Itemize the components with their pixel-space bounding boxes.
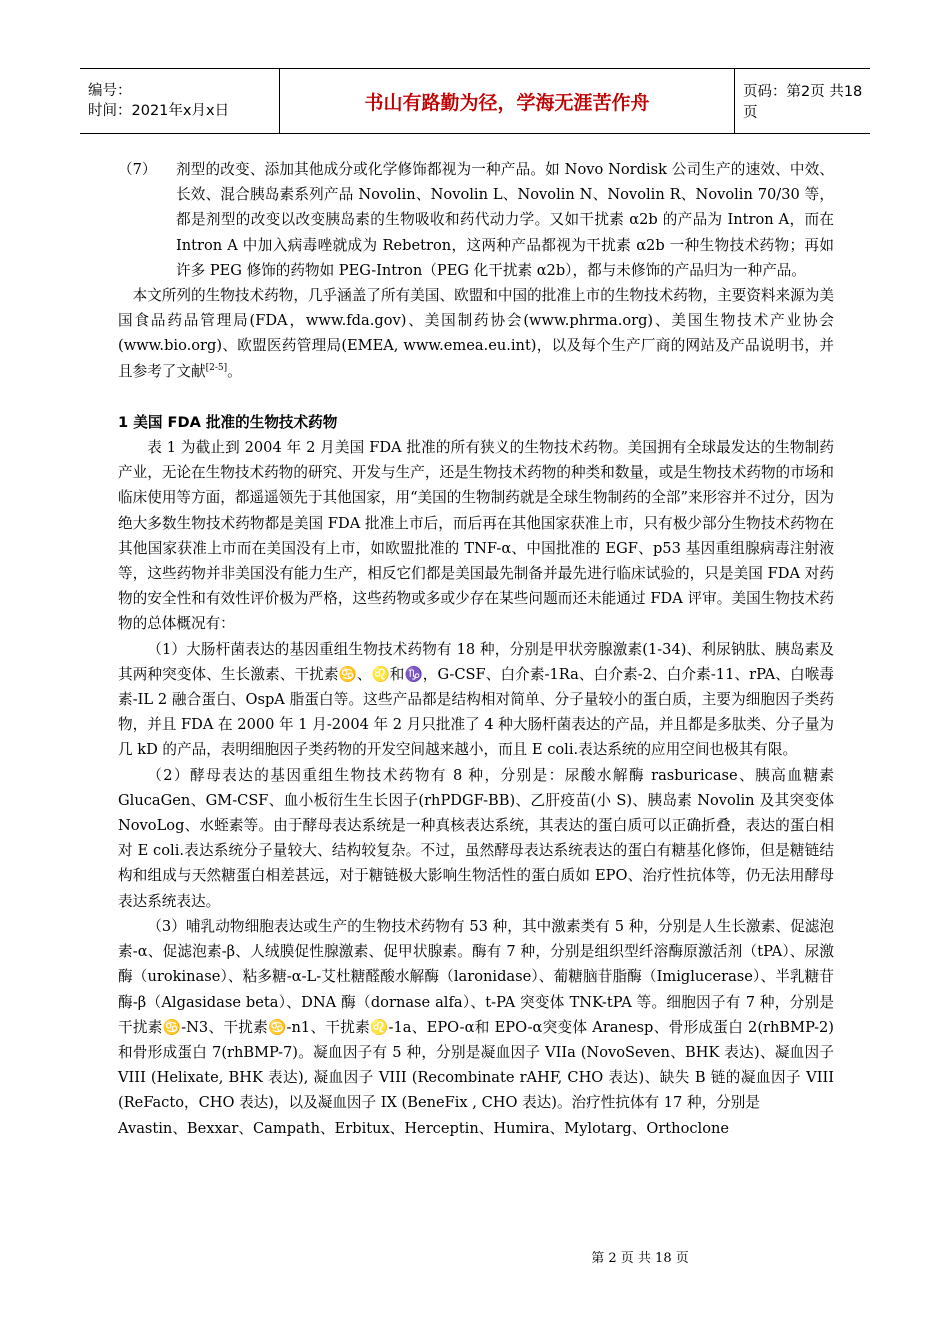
- paragraph-3: （2）酵母表达的基因重组生物技术药物有 8 种，分别是：尿酸水解酶 rasburicase、胰高血糖素 GlucaGen、GM-CSF、血小板衍生生长因子(rhPDGF-BB)、乙肝疫苗(小 S)、胰岛素 Novolin 及其突变体 NovoLog、水蛭素等。由于酵母表达系统是一种真核表达系统，其表达的蛋白质可以正确折叠，表达的蛋白相对 E coli.表达系统分子量较大、结构较复杂。不过，虽然酵母表达系统表达的蛋白有糖基化修饰，但是糖链结构和组成与天然糖蛋白相差甚远，对于糖链极大影响生物活性的蛋白质如 EPO、治疗性抗体等，仍无法用酵母表达系统表达。: [118, 766, 834, 910]
- page-footer: 第 2 页 共 18 页: [591, 1251, 689, 1266]
- page-header: [80, 68, 870, 134]
- reference-mark: [2-5]: [205, 362, 228, 373]
- paragraph-4: （3）哺乳动物细胞表达或生产的生物技术药物有 53 种，其中激素类有 5 种，分别是人生长激素、促滤泡素-α、促滤泡素-β、人绒膜促性腺激素、促甲状腺素。酶有 7 种，分别是组织型纤溶酶原激活剂（tPA）、尿激酶（urokinase）、粘多糖-α-L-艾杜糖醛酸水解酶（laronidase）、葡糖脑苷脂酶（Imiglucerase）、半乳糖苷酶-β（Algasidase beta）、DNA 酶（dornase alfa）、t-PA 突变体 TNK-tPA 等。细胞因子有 7 种，分别是干扰素♋-N3、干扰素♋-n1、干扰素♌-1a、EPO-α和 EPO-α突变体 Aranesp、骨形成蛋白 2(rhBMP-2)和骨形成蛋白 7(rhBMP-7)。凝血因子有 5 种，分别是凝血因子 VIIa (NovoSeven、BHK 表达)、凝血因子 VIII (Helixate, BHK 表达), 凝血因子 VIII (Recombinate rAHF, CHO 表达)、缺失 B 链的凝血因子 VIII (ReFacto，CHO 表达)，以及凝血因子 IX (BeneFix , CHO 表达)。治疗性抗体有 17 种，分别是: [118, 917, 834, 1112]
- time-label: 时间：2021年x月x日: [88, 103, 230, 119]
- list-number: （7）: [118, 161, 157, 178]
- intro-text: 本文所列的生物技术药物，几乎涵盖了所有美国、欧盟和中国的批准上市的生物技术药物，主要资料来源为美国食品药品管理局(FDA，www.fda.gov)、美国制药协会(www.phrma.org)、美国生物技术产业协会(www.bio.org)、欧盟医药管理局(EMEA, www.emea.eu.int)，以及每个生产厂商的网站及产品说明书，并且参考了文献: [118, 287, 834, 380]
- list-item-7: [118, 157, 834, 283]
- number-label: 编号：: [88, 83, 132, 99]
- header-motto: 书山有路勤为径，学海无涯苦作舟: [280, 69, 735, 133]
- header-page-label: 页码：第2页 共18页: [743, 84, 863, 121]
- paragraph-5: Avastin、Bexxar、Campath、Erbitux、Herceptin、Humira、Mylotarg、Orthoclone: [118, 1119, 730, 1137]
- paragraph-1: 表 1 为截止到 2004 年 2 月美国 FDA 批准的所有狭义的生物技术药物。美国拥有全球最发达的生物制药产业，无论在生物技术药物的研究、开发与生产，还是生物技术药物的种类和数量，或是生物技术药物的市场和临床使用等方面，都遥遥领先于其他国家，用“美国的生物制药就是全球生物制药的全部”来形容并不过分，因为绝大多数生物技术药物都是美国 FDA 批准上市后，而后再在其他国家获准上市，只有极少部分生物技术药物在其他国家获准上市而在美国没有上市，如欧盟批准的 TNF-α、中国批准的 EGF、p53 基因重组腺病毒注射液等，这些药物并非美国没有能力生产，相反它们都是美国最先制备并最先进行临床试验的，只是美国 FDA 对药物的安全性和有效性评价极为严格，这些药物或多或少存在某些问题而还未能通过 FDA 评审。美国生物技术药物的总体概况有：: [118, 439, 834, 633]
- paragraph-2: （1）大肠杆菌表达的基因重组生物技术药物有 18 种，分别是甲状旁腺激素(1-34)、利尿钠肽、胰岛素及其两种突变体、生长激素、干扰素♋、♌和♑，G-CSF、白介素-1Ra、白介素-2、白介素-11、rPA、白喉毒素-IL 2 融合蛋白、OspA 脂蛋白等。这些产品都是结构相对简单、分子量较小的蛋白质，主要为细胞因子类药物，并且 FDA 在 2000 年 1 月-2004 年 2 月只批准了 4 种大肠杆菌表达的产品，并且都是多肽类、分子量为几 kD 的产品，表明细胞因子类药物的开发空间越来越小，而且 E coli.表达系统的应用空间也极其有限。: [118, 640, 834, 759]
- list-text: 剂型的改变、添加其他成分或化学修饰都视为一种产品。如 Novo Nordisk 公司生产的速效、中效、长效、混合胰岛素系列产品 Novolin、Novolin L、Novolin N、Novolin R、Novolin 70/30 等，都是剂型的改变以改变胰岛素的生物吸收和药代动力学。又如干扰素 α2b 的产品为 Intron A，而在 Intron A 中加入病毒唑就成为 Rebetron，这两种产品都视为干扰素 α2b 一种生物技术药物；再如许多 PEG 修饰的药物如 PEG-Intron（PEG 化干扰素 α2b），都与未修饰的产品归为一种产品。: [176, 161, 834, 279]
- intro-end: 。: [227, 362, 242, 380]
- intro-paragraph: [118, 283, 834, 384]
- section-heading: 1 美国 FDA 批准的生物技术药物: [118, 413, 338, 431]
- document-body: [118, 157, 834, 1141]
- header-left: [80, 69, 280, 133]
